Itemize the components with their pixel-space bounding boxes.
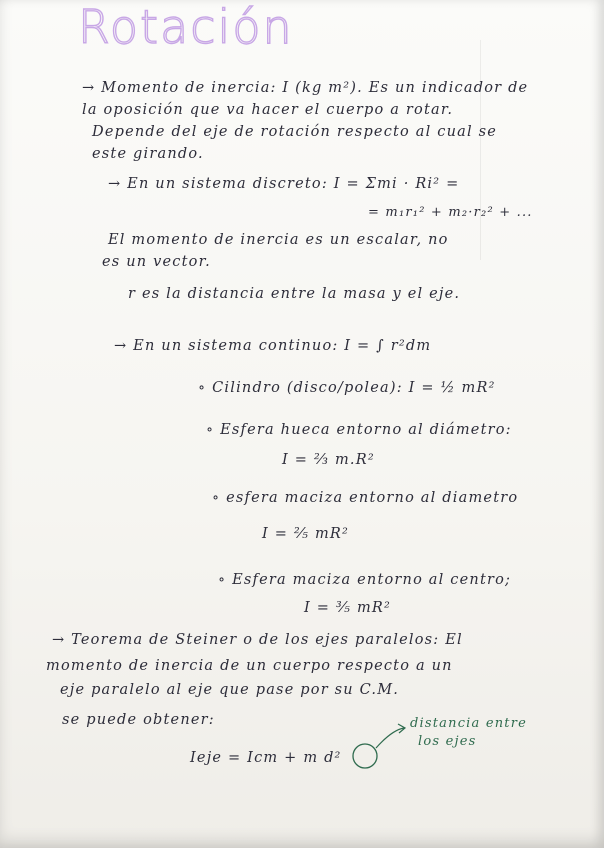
note-line-18: → Teorema de Steiner o de los ejes paralelos: El (52, 632, 463, 648)
note-line-10: → En un sistema continuo: I = ∫ r²dm (114, 338, 432, 354)
note-line-21: se puede obtener: (62, 712, 215, 728)
page-title: Rotación (78, 0, 294, 54)
note-line-2: la oposición que va hacer el cuerpo a rotar. (82, 102, 454, 118)
note-line-11: ∘ Cilindro (disco/polea): I = ½ mR² (198, 380, 496, 396)
note-line-12: ∘ Esfera hueca entorno al diámetro: (206, 422, 512, 438)
note-line-14: ∘ esfera maciza entorno al diametro (212, 490, 519, 506)
note-line-22: Ieje = Icm + m d² (190, 750, 342, 766)
note-line-9: r es la distancia entre la masa y el eje. (128, 286, 461, 302)
note-line-20: eje paralelo al eje que pase por su C.M. (60, 682, 400, 698)
note-line-8: es un vector. (102, 254, 211, 270)
note-line-17: I = ⅗ mR² (304, 600, 392, 616)
note-line-19: momento de inercia de un cuerpo respecto a un (46, 658, 453, 674)
note-line-13: I = ⅔ m.R² (282, 452, 375, 468)
d2-circle (353, 744, 377, 768)
note-line-4: este girando. (92, 146, 204, 162)
note-line-6: = m₁r₁² + m₂·r₂² + ... (368, 205, 533, 220)
annotation-arrow (376, 728, 404, 748)
annotation-text-2: los ejes (418, 734, 477, 749)
note-line-3: Depende del eje de rotación respecto al cual se (92, 124, 498, 140)
note-line-16: ∘ Esfera maciza entorno al centro; (218, 572, 512, 588)
note-line-15: I = ⅖ mR² (262, 526, 350, 542)
annotation-text-1: distancia entre (410, 716, 528, 731)
note-line-5: → En un sistema discreto: I = Σmi · Ri² = (108, 176, 460, 192)
note-line-1: → Momento de inercia: I (kg m²). Es un indicador de (82, 80, 529, 96)
note-line-7: El momento de inercia es un escalar, no (108, 232, 449, 248)
